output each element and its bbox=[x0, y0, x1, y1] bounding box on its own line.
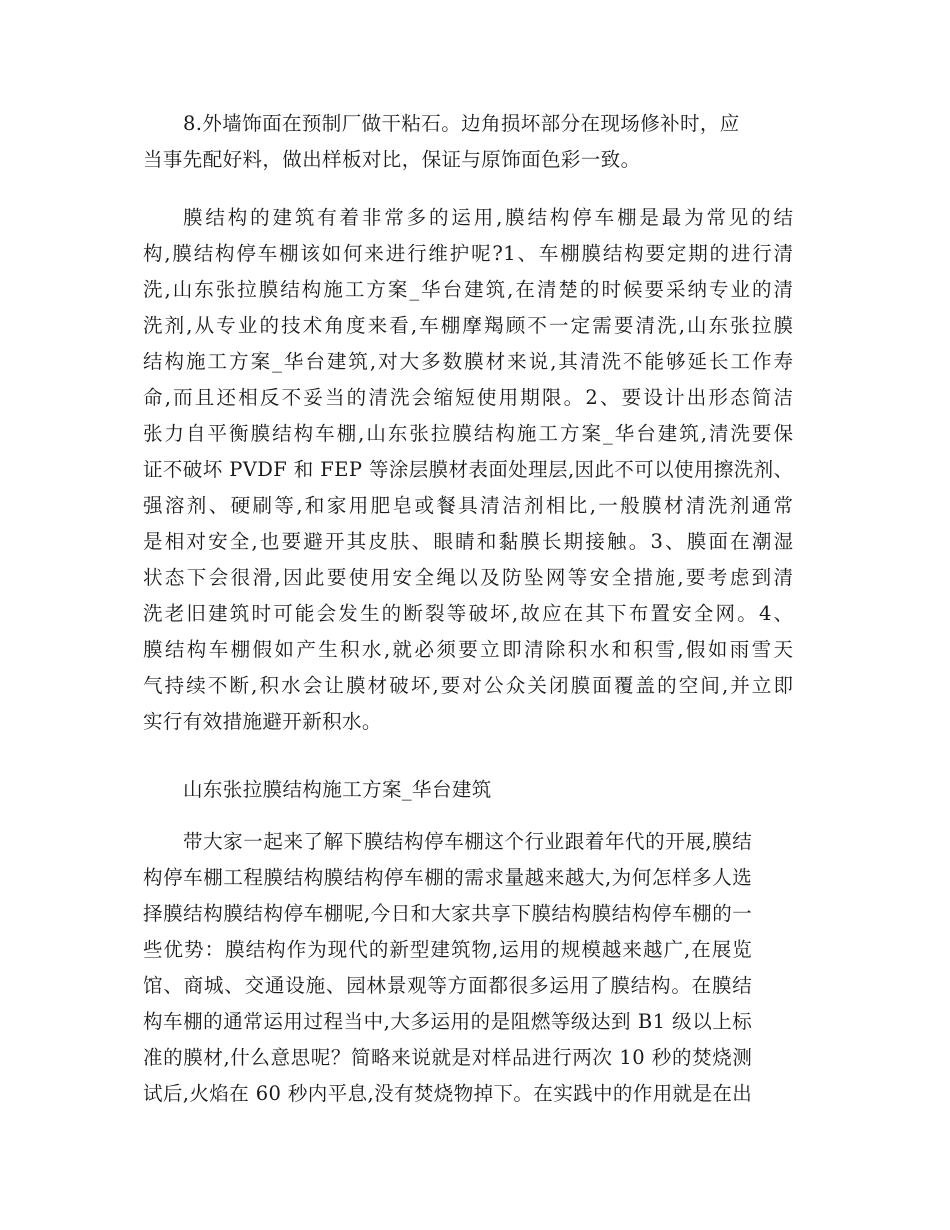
text-line: 些优势：膜结构作为现代的新型建筑物,运用的规模越来越广,在展览 bbox=[143, 938, 753, 961]
text-line: 洗剂,从专业的技术角度来看,车棚摩羯顾不一定需要清洗,山东张拉膜 bbox=[143, 314, 794, 337]
paragraph-membrane-advantages bbox=[143, 824, 752, 1112]
text-line: 当事先配好料，做出样板对比，保证与原饰面色彩一致。 bbox=[143, 148, 641, 171]
text-line: 准的膜材,什么意思呢？简略来说就是对样品进行两次 10 秒的焚烧测 bbox=[143, 1046, 753, 1069]
text-line: 带大家一起来了解下膜结构停车棚这个行业跟着年代的开展,膜结 bbox=[183, 830, 753, 853]
text-line: 命,而且还相反不妥当的清洗会缩短使用期限。2、要设计出形态简洁 bbox=[143, 386, 794, 409]
text-line: 山东张拉膜结构施工方案_华台建筑 bbox=[183, 778, 492, 801]
text-line: 构停车棚工程膜结构膜结构停车棚的需求量越来越大,为何怎样多人选 bbox=[143, 866, 753, 889]
text-line: 实行有效措施避开新积水。 bbox=[143, 710, 382, 733]
text-line: 张力自平衡膜结构车棚,山东张拉膜结构施工方案_华台建筑,清洗要保 bbox=[143, 422, 794, 445]
text-line: 构,膜结构停车棚该如何来进行维护呢?1、车棚膜结构要定期的进行清 bbox=[143, 242, 794, 265]
text-line: 馆、商城、交通设施、园林景观等方面都很多运用了膜结构。在膜结 bbox=[143, 974, 753, 997]
text-line: 证不破坏 PVDF 和 FEP 等涂层膜材表面处理层,因此不可以使用擦洗剂、 bbox=[143, 458, 794, 481]
paragraph-membrane-maintenance bbox=[143, 200, 793, 740]
section-heading bbox=[143, 772, 492, 808]
text-line: 结构施工方案_华台建筑,对大多数膜材来说,其清洗不能够延长工作寿 bbox=[143, 350, 794, 373]
text-line: 8.外墙饰面在预制厂做干粘石。边角损坏部分在现场修补时，应 bbox=[183, 112, 740, 135]
text-line: 气持续不断,积水会让膜材破坏,要对公众关闭膜面覆盖的空间,并立即 bbox=[143, 674, 794, 697]
paragraph-exterior-wall bbox=[143, 106, 740, 178]
text-line: 试后,火焰在 60 秒内平息,没有焚烧物掉下。在实践中的作用就是在出 bbox=[143, 1082, 753, 1105]
text-line: 洗老旧建筑时可能会发生的断裂等破坏,故应在其下布置安全网。4、 bbox=[143, 602, 794, 625]
text-line: 强溶剂、硬刷等,和家用肥皂或餐具清洁剂相比,一般膜材清洗剂通常 bbox=[143, 494, 794, 517]
text-line: 择膜结构膜结构停车棚呢,今日和大家共享下膜结构膜结构停车棚的一 bbox=[143, 902, 753, 925]
text-line: 膜结构车棚假如产生积水,就必须要立即清除积水和积雪,假如雨雪天 bbox=[143, 638, 794, 661]
text-line: 状态下会很滑,因此要使用安全绳以及防坠网等安全措施,要考虑到清 bbox=[143, 566, 794, 589]
text-line: 膜结构的建筑有着非常多的运用,膜结构停车棚是最为常见的结 bbox=[183, 206, 794, 229]
text-line: 构车棚的通常运用过程当中,大多运用的是阻燃等级达到 B1 级以上标 bbox=[143, 1010, 753, 1033]
text-line: 是相对安全,也要避开其皮肤、眼睛和黏膜长期接触。3、膜面在潮湿 bbox=[143, 530, 794, 553]
text-line: 洗,山东张拉膜结构施工方案_华台建筑,在清楚的时候要采纳专业的清 bbox=[143, 278, 794, 301]
